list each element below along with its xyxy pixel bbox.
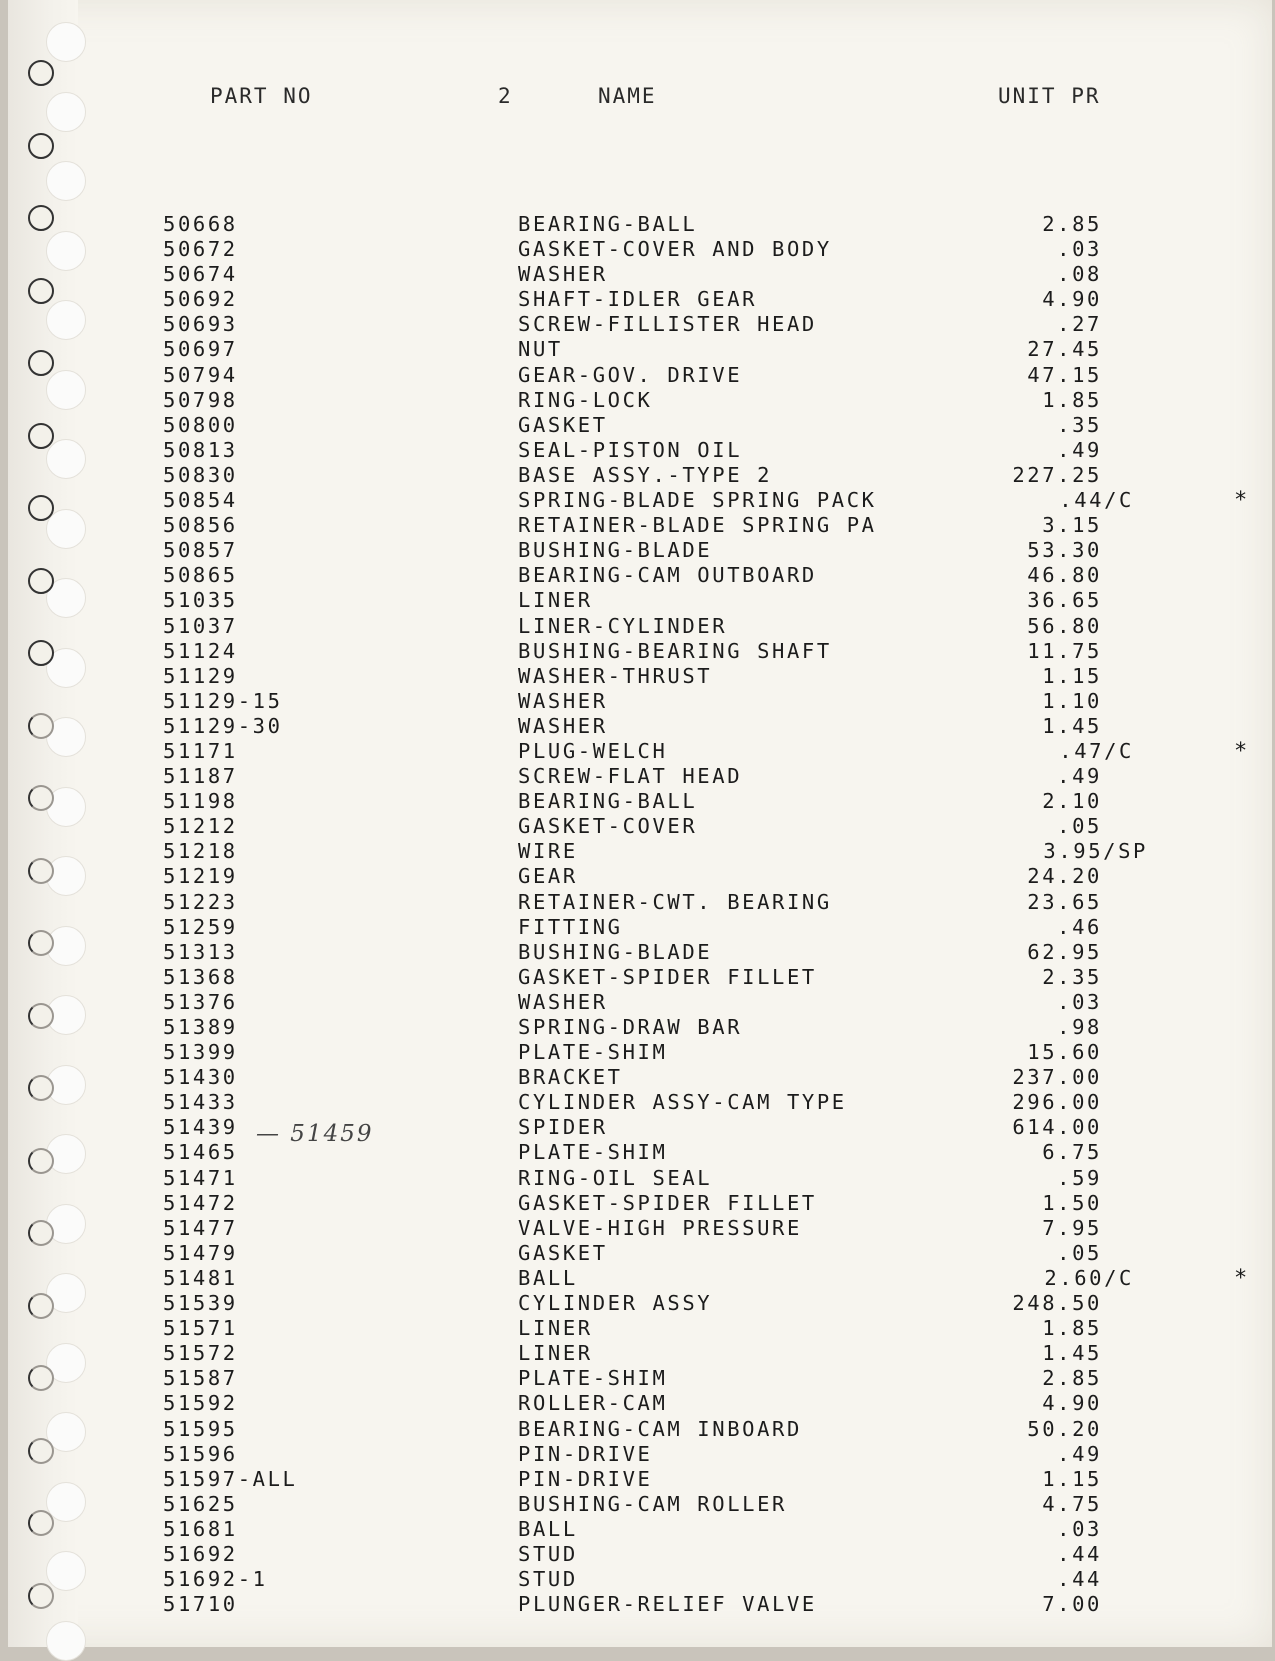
unit-price: 27.45 [1027, 337, 1102, 362]
table-row [8, 538, 1272, 563]
unit-price: 2.85 [1042, 212, 1102, 236]
part-number: 51430 [163, 1065, 238, 1090]
table-row [8, 1391, 1272, 1416]
part-number: 51376 [163, 989, 238, 1014]
unit-price: 1.45 [1042, 1341, 1102, 1366]
part-name: RETAINER-BLADE SPRING PA [518, 513, 877, 538]
part-number: 51399 [163, 1040, 238, 1065]
part-name: WASHER [518, 262, 608, 287]
part-number: 51710 [163, 1592, 238, 1617]
part-number: 50672 [163, 237, 238, 262]
unit-price: .59 [1057, 1165, 1102, 1190]
part-number: 50800 [163, 412, 238, 437]
part-name: PIN-DRIVE [518, 1441, 653, 1466]
part-number: 50794 [163, 362, 238, 387]
part-number: 51681 [163, 1516, 238, 1541]
part-name: GASKET-SPIDER FILLET [518, 964, 817, 989]
unit-price: 2.85 [1042, 1366, 1102, 1391]
table-row [8, 1090, 1272, 1115]
table-row [8, 388, 1272, 413]
part-name: SPIDER [518, 1115, 608, 1140]
table-row [8, 940, 1272, 965]
unit-price: .49 [1057, 1441, 1102, 1466]
part-name: WASHER [518, 989, 608, 1014]
unit-price: 53.30 [1027, 538, 1102, 563]
table-row [8, 1316, 1272, 1341]
binder-ring-hole [28, 133, 54, 159]
punch-hole [46, 1621, 86, 1661]
table-row [8, 1191, 1272, 1216]
part-name: PLUNGER-RELIEF VALVE [518, 1592, 817, 1617]
part-number: 51471 [163, 1165, 238, 1190]
table-row [8, 1241, 1272, 1266]
part-name: SCREW-FILLISTER HEAD [518, 312, 817, 337]
unit-price: 2.10 [1042, 789, 1102, 814]
part-number: 51625 [163, 1491, 238, 1516]
unit-price: 614.00 [1012, 1115, 1102, 1140]
part-name: BASE ASSY.-TYPE 2 [518, 462, 773, 487]
part-name: PIN-DRIVE [518, 1466, 653, 1491]
part-number: 51124 [163, 638, 238, 663]
table-row [8, 262, 1272, 287]
table-row [8, 1065, 1272, 1090]
table-row [8, 1040, 1272, 1065]
table-row [8, 965, 1272, 990]
unit-price: 1.85 [1042, 1316, 1102, 1341]
unit-price: 6.75 [1042, 1140, 1102, 1165]
unit-price: 50.20 [1027, 1416, 1102, 1441]
flag-asterisk: * [1234, 1265, 1250, 1291]
part-name: SCREW-FLAT HEAD [518, 764, 743, 789]
part-name: BEARING-BALL [518, 212, 698, 236]
handwritten-note: — 51459 [256, 1121, 374, 1147]
part-name: WASHER [518, 688, 608, 713]
table-row [8, 337, 1272, 362]
header-name: NAME [598, 84, 657, 108]
table-row [8, 1015, 1272, 1040]
unit-price: 3.15 [1042, 513, 1102, 538]
unit-price: 4.75 [1042, 1491, 1102, 1516]
part-name: PLATE-SHIM [518, 1366, 668, 1391]
part-name: BEARING-CAM INBOARD [518, 1416, 802, 1441]
unit-price: .03 [1057, 1516, 1102, 1541]
unit-price: 248.50 [1012, 1291, 1102, 1316]
part-number: 51592 [163, 1391, 238, 1416]
part-name: RETAINER-CWT. BEARING [518, 889, 832, 914]
part-number: 50854 [163, 488, 238, 513]
unit-price: 62.95 [1027, 939, 1102, 964]
part-number: 51481 [163, 1265, 238, 1290]
part-name: CYLINDER ASSY-CAM TYPE [518, 1090, 847, 1115]
part-number: 51129 [163, 663, 238, 688]
part-number: 51465 [163, 1140, 238, 1165]
parts-list [8, 212, 1272, 1617]
part-number: 51539 [163, 1291, 238, 1316]
part-name: BEARING-BALL [518, 789, 698, 814]
unit-price: 4.90 [1042, 1391, 1102, 1416]
unit-price: 46.80 [1027, 563, 1102, 588]
part-number: 51037 [163, 613, 238, 638]
part-name: ROLLER-CAM [518, 1391, 668, 1416]
table-row [8, 664, 1272, 689]
unit-price: .27 [1057, 312, 1102, 337]
part-name: PLATE-SHIM [518, 1140, 668, 1165]
table-row [8, 1492, 1272, 1517]
unit-price: .03 [1057, 989, 1102, 1014]
part-name: WASHER [518, 713, 608, 738]
table-row [8, 614, 1272, 639]
table-row [8, 1517, 1272, 1542]
unit-price: 296.00 [1012, 1090, 1102, 1115]
table-row [8, 1140, 1272, 1165]
part-number: 51223 [163, 889, 238, 914]
unit-price: 1.85 [1042, 387, 1102, 412]
part-number: 51218 [163, 839, 238, 864]
part-number: 51198 [163, 789, 238, 814]
table-row [8, 1417, 1272, 1442]
part-name: LINER [518, 1341, 593, 1366]
part-number: 51313 [163, 939, 238, 964]
part-name: PLUG-WELCH [518, 738, 668, 763]
unit-price: .35 [1057, 412, 1102, 437]
part-number: 50830 [163, 462, 238, 487]
part-name: PLATE-SHIM [518, 1040, 668, 1065]
part-name: GEAR [518, 864, 578, 889]
part-number: 51187 [163, 764, 238, 789]
part-name: GASKET [518, 1240, 608, 1265]
unit-price: 24.20 [1027, 864, 1102, 889]
document-page [8, 0, 1272, 1647]
part-number: 50693 [163, 312, 238, 337]
unit-price: 4.90 [1042, 287, 1102, 312]
part-name: GASKET-COVER [518, 814, 698, 839]
part-name: BRACKET [518, 1065, 623, 1090]
punch-hole [46, 22, 86, 62]
table-row [8, 789, 1272, 814]
unit-price: .08 [1057, 262, 1102, 287]
table-row [8, 1266, 1272, 1291]
part-number: 50798 [163, 387, 238, 412]
part-name: BUSHING-BEARING SHAFT [518, 638, 832, 663]
unit-price: .44/C [1059, 488, 1134, 513]
table-row [8, 1216, 1272, 1241]
table-row [8, 1542, 1272, 1567]
punch-hole [46, 161, 86, 201]
part-name: STUD [518, 1541, 578, 1566]
unit-price: 36.65 [1027, 588, 1102, 613]
unit-price: .03 [1057, 237, 1102, 262]
unit-price: 237.00 [1012, 1065, 1102, 1090]
unit-price: .46 [1057, 914, 1102, 939]
table-row [8, 1115, 1272, 1140]
unit-price: .05 [1057, 814, 1102, 839]
unit-price: .05 [1057, 1240, 1102, 1265]
table-row [8, 1341, 1272, 1366]
part-name: RING-LOCK [518, 387, 653, 412]
part-name: LINER-CYLINDER [518, 613, 728, 638]
table-row [8, 839, 1272, 864]
part-number: 51692 [163, 1541, 238, 1566]
part-name: STUD [518, 1567, 578, 1592]
table-row [8, 639, 1272, 664]
part-number: 50692 [163, 287, 238, 312]
part-name: GASKET [518, 412, 608, 437]
part-number: 50856 [163, 513, 238, 538]
unit-price: 1.45 [1042, 713, 1102, 738]
unit-price: 1.15 [1042, 663, 1102, 688]
table-row [8, 990, 1272, 1015]
unit-price: 11.75 [1027, 638, 1102, 663]
part-number: 51595 [163, 1416, 238, 1441]
part-number: 50865 [163, 563, 238, 588]
table-row [8, 1442, 1272, 1467]
part-name: FITTING [518, 914, 623, 939]
part-name: LINER [518, 588, 593, 613]
part-number: 51597-ALL [163, 1466, 298, 1491]
unit-price: 15.60 [1027, 1040, 1102, 1065]
part-name: VALVE-HIGH PRESSURE [518, 1215, 802, 1240]
table-row [8, 890, 1272, 915]
part-number: 51587 [163, 1366, 238, 1391]
unit-price: .44 [1057, 1541, 1102, 1566]
part-name: BEARING-CAM OUTBOARD [518, 563, 817, 588]
table-row [8, 1592, 1272, 1617]
table-row [8, 864, 1272, 889]
part-number: 51479 [163, 1240, 238, 1265]
flag-asterisk: * [1234, 738, 1250, 764]
unit-price: .49 [1057, 437, 1102, 462]
part-name: SEAL-PISTON OIL [518, 437, 743, 462]
part-name: WIRE [518, 839, 578, 864]
unit-price: 3.95/SP [1043, 839, 1148, 864]
table-row [8, 915, 1272, 940]
unit-price: 227.25 [1012, 462, 1102, 487]
table-row [8, 814, 1272, 839]
part-number: 51171 [163, 738, 238, 763]
table-row [8, 513, 1272, 538]
table-row [8, 237, 1272, 262]
unit-price: 1.10 [1042, 688, 1102, 713]
unit-price: .44 [1057, 1567, 1102, 1592]
part-number: 51259 [163, 914, 238, 939]
column-header [8, 84, 1272, 114]
part-name: SPRING-DRAW BAR [518, 1015, 743, 1039]
part-number: 50857 [163, 538, 238, 563]
part-name: CYLINDER ASSY [518, 1291, 713, 1316]
part-name: GASKET-SPIDER FILLET [518, 1190, 817, 1215]
part-number: 51433 [163, 1090, 238, 1115]
unit-price: 23.65 [1027, 889, 1102, 914]
table-row [8, 1467, 1272, 1492]
unit-price: 47.15 [1027, 362, 1102, 387]
table-row [8, 212, 1272, 237]
part-number: 51472 [163, 1190, 238, 1215]
part-name: SPRING-BLADE SPRING PACK [518, 488, 877, 513]
unit-price: 1.50 [1042, 1190, 1102, 1215]
unit-price: 2.35 [1042, 964, 1102, 989]
part-number: 51129-30 [163, 713, 283, 738]
unit-price: 56.80 [1027, 613, 1102, 638]
table-row [8, 488, 1272, 513]
table-row [8, 363, 1272, 388]
table-row [8, 463, 1272, 488]
part-name: WASHER-THRUST [518, 663, 713, 688]
part-number: 51439 [163, 1115, 238, 1140]
part-number: 51596 [163, 1441, 238, 1466]
header-part-no: PART NO [210, 84, 313, 108]
table-row [8, 588, 1272, 613]
unit-price: .98 [1057, 1015, 1102, 1039]
table-row [8, 1567, 1272, 1592]
part-number: 50813 [163, 437, 238, 462]
table-row [8, 1366, 1272, 1391]
unit-price: 7.00 [1042, 1592, 1102, 1617]
table-row [8, 438, 1272, 463]
table-row [8, 312, 1272, 337]
part-name: BUSHING-BLADE [518, 939, 713, 964]
part-number: 51219 [163, 864, 238, 889]
unit-price: .49 [1057, 764, 1102, 789]
part-number: 51571 [163, 1316, 238, 1341]
header-unit-price: UNIT PR [998, 84, 1101, 108]
part-name: GASKET-COVER AND BODY [518, 237, 832, 262]
part-number: 50668 [163, 212, 238, 236]
header-page-number: 2 [498, 84, 513, 108]
table-row [8, 689, 1272, 714]
table-row [8, 764, 1272, 789]
part-number: 51368 [163, 964, 238, 989]
table-row [8, 739, 1272, 764]
part-name: BUSHING-BLADE [518, 538, 713, 563]
part-name: NUT [518, 337, 563, 362]
part-number: 51129-15 [163, 688, 283, 713]
unit-price: 1.15 [1042, 1466, 1102, 1491]
table-row [8, 563, 1272, 588]
table-row [8, 1291, 1272, 1316]
unit-price: .47/C [1059, 738, 1134, 763]
part-number: 51572 [163, 1341, 238, 1366]
part-number: 51389 [163, 1015, 238, 1039]
unit-price: 2.60/C [1044, 1265, 1134, 1290]
part-name: LINER [518, 1316, 593, 1341]
table-row [8, 413, 1272, 438]
flag-asterisk: * [1234, 488, 1250, 514]
table-row [8, 287, 1272, 312]
part-name: BALL [518, 1265, 578, 1290]
unit-price: 7.95 [1042, 1215, 1102, 1240]
part-number: 51692-1 [163, 1567, 268, 1592]
part-number: 51035 [163, 588, 238, 613]
part-number: 51212 [163, 814, 238, 839]
binder-ring-hole [28, 60, 54, 86]
table-row [8, 714, 1272, 739]
part-name: GEAR-GOV. DRIVE [518, 362, 743, 387]
part-name: BALL [518, 1516, 578, 1541]
part-name: SHAFT-IDLER GEAR [518, 287, 758, 312]
part-number: 50674 [163, 262, 238, 287]
part-number: 50697 [163, 337, 238, 362]
part-number: 51477 [163, 1215, 238, 1240]
part-name: BUSHING-CAM ROLLER [518, 1491, 787, 1516]
part-name: RING-OIL SEAL [518, 1165, 713, 1190]
table-row [8, 1166, 1272, 1191]
